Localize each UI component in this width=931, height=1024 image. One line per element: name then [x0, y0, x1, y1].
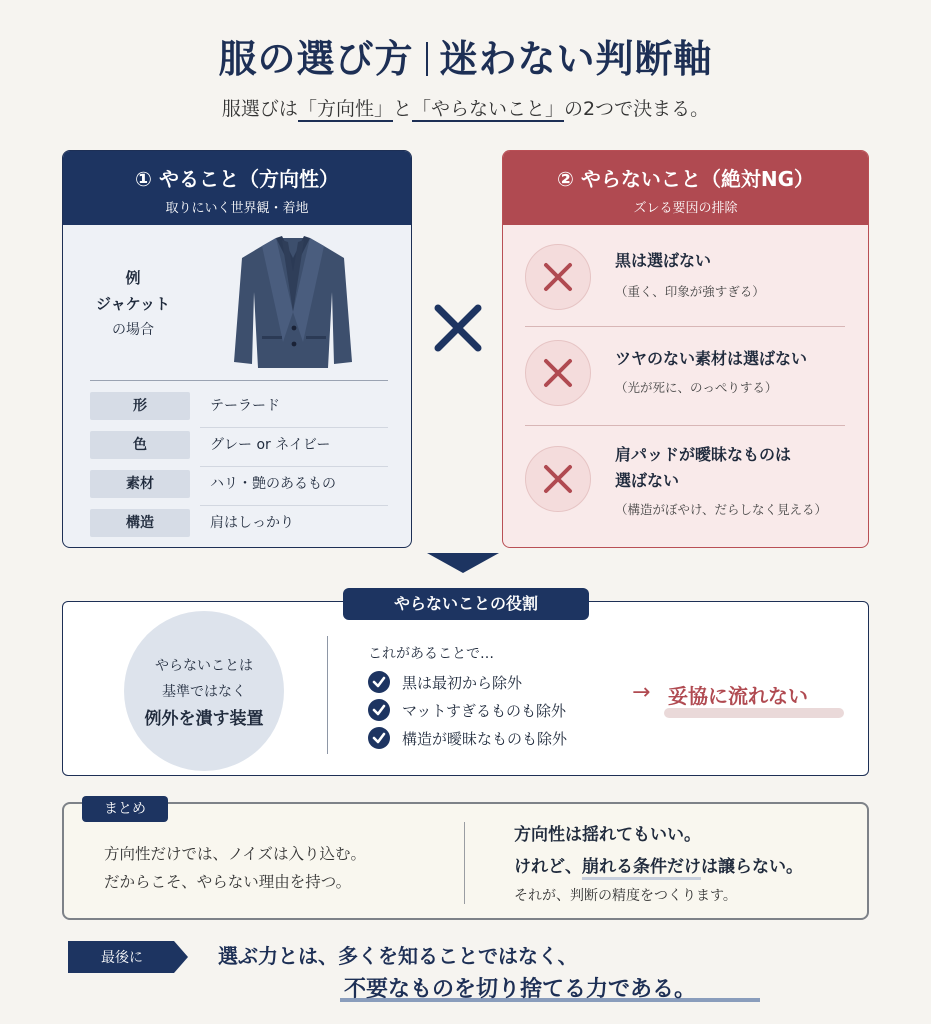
multiply-icon	[430, 300, 486, 356]
role-circle-l1: やらないことは	[155, 658, 253, 674]
ng-item	[525, 244, 845, 314]
check-item-label: 構造が曖昧なものも除外	[402, 730, 568, 748]
down-arrow-icon	[427, 553, 499, 573]
attribute-value: グレー or ネイビー	[210, 437, 331, 453]
summary-left-l1: 方向性だけでは、ノイズは入り込む。	[104, 845, 366, 863]
check-item	[368, 698, 566, 724]
role-circle	[124, 611, 284, 771]
subtitle-pre: 服選びは	[221, 98, 298, 120]
title-divider	[426, 42, 428, 76]
subtitle-mid: と	[392, 98, 412, 120]
ng-item-title	[615, 442, 855, 494]
role-result: 妥協に流れない	[668, 684, 808, 708]
attribute-row	[90, 470, 388, 500]
title-right: 迷わない判断軸	[439, 37, 713, 81]
summary-right-l3: それが、判断の精度をつくります。	[514, 888, 737, 904]
role-lead: これがあることで…	[368, 646, 494, 662]
attribute-value: 肩はしっかり	[210, 515, 294, 531]
summary-divider	[464, 822, 465, 904]
example-label-l1: 例	[125, 269, 141, 287]
summary-right-l2-pre: けれど、	[514, 857, 582, 877]
attribute-key: 構造	[90, 509, 190, 537]
cross-icon	[525, 446, 591, 512]
page-title	[0, 28, 931, 83]
summary-left	[104, 840, 366, 896]
summary-right-l1: 方向性は揺れてもいい。	[514, 825, 701, 845]
ng-item-title-l2: 選ばない	[615, 471, 680, 490]
summary-tag: まとめ	[82, 796, 168, 822]
role-tag: やらないことの役割	[343, 588, 589, 620]
attribute-key: 色	[90, 431, 190, 459]
subtitle-direction: 「方向性」	[297, 98, 393, 120]
do-panel-header	[63, 151, 411, 225]
summary-left-l2: だからこそ、やらない理由を持つ。	[104, 873, 352, 891]
subtitle-dont: 「やらないこと」	[411, 98, 564, 120]
check-item-label: 黒は最初から除外	[402, 674, 523, 692]
ng-item-title: ツヤのない素材は選ばない	[615, 349, 808, 368]
attribute-row	[90, 392, 388, 422]
ng-item-title: 黒は選ばない	[615, 251, 712, 270]
ng-divider	[525, 425, 845, 426]
ng-divider	[525, 326, 845, 327]
title-left: 服の選び方	[218, 37, 414, 81]
attribute-key: 形	[90, 392, 190, 420]
cross-icon	[525, 244, 591, 310]
role-circle-l3: 例外を潰す装置	[144, 709, 264, 729]
attribute-divider	[200, 427, 388, 428]
attribute-divider	[200, 505, 388, 506]
ng-item	[525, 440, 845, 530]
final-tag-label: 最後に	[101, 950, 143, 966]
ng-panel-subtitle: ズレる要因の排除	[633, 201, 738, 216]
check-icon	[368, 699, 390, 721]
attribute-value: テーラード	[210, 398, 280, 414]
summary-right-l2	[514, 852, 803, 877]
ng-panel-header	[503, 151, 868, 225]
attribute-key: 素材	[90, 470, 190, 498]
ng-item-note: （重く、印象が強すぎる）	[615, 284, 765, 299]
ng-item	[525, 340, 845, 410]
role-circle-l2: 基準ではなく	[162, 684, 246, 700]
check-item-label: マットすぎるものも除外	[402, 702, 566, 720]
check-icon	[368, 727, 390, 749]
final-line1: 選ぶ力とは、多くを知ることではなく、	[218, 944, 578, 968]
check-item	[368, 670, 522, 696]
subtitle-post: の2つで決まる。	[563, 98, 710, 120]
attribute-row	[90, 431, 388, 461]
check-icon	[368, 671, 390, 693]
attribute-value: ハリ・艶のあるもの	[210, 476, 336, 492]
final-tag	[68, 941, 188, 973]
ng-item-note: （光が死に、のっぺりする）	[615, 380, 778, 395]
role-divider	[327, 636, 328, 754]
example-label-l2: ジャケット	[96, 295, 170, 313]
jacket-icon	[228, 232, 358, 372]
ng-item-title-l1: 肩パッドが曖昧なものは	[615, 445, 792, 464]
do-panel-divider	[90, 380, 388, 381]
summary-right-l2-emphasis: 崩れる条件だけ	[582, 857, 701, 880]
do-panel-subtitle: 取りにいく世界観・着地	[165, 201, 309, 216]
example-label	[88, 265, 178, 343]
summary-right-l2-post: は譲らない。	[701, 857, 803, 877]
attribute-divider	[200, 466, 388, 467]
attribute-row	[90, 509, 388, 539]
final-line2: 不要なものを切り捨てる力である。	[344, 977, 697, 1002]
do-panel-title: ① やること（方向性）	[135, 167, 339, 191]
result-highlight	[664, 708, 844, 718]
cross-icon	[525, 340, 591, 406]
check-item	[368, 726, 567, 752]
ng-panel-title: ② やらないこと（絶対NG）	[556, 167, 815, 191]
example-label-l3: の場合	[112, 322, 154, 338]
right-arrow-icon: →	[632, 680, 651, 705]
page-subtitle	[0, 94, 931, 121]
ng-item-note: （構造がぼやけ、だらしなく見える）	[615, 502, 828, 517]
